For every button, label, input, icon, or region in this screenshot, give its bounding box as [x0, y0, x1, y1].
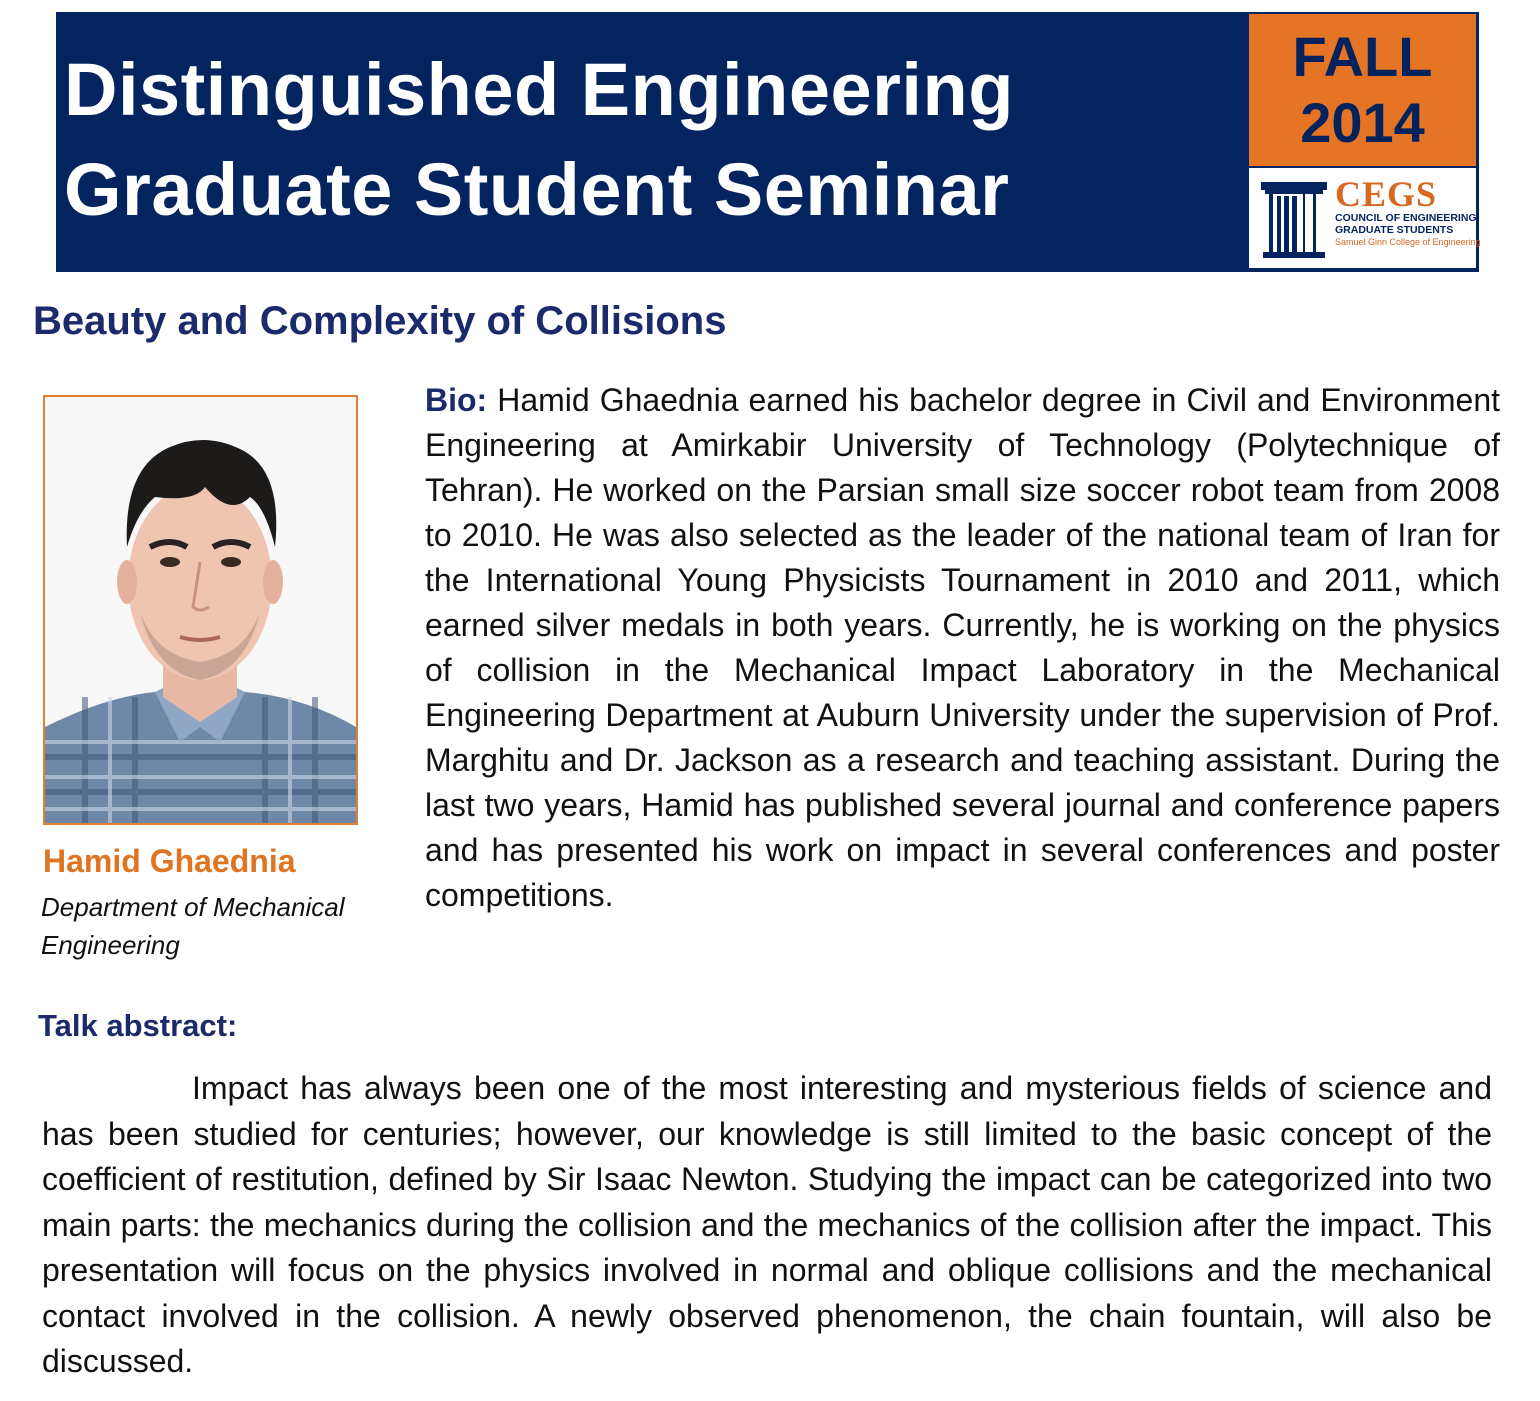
speaker-department: Department of Mechanical Engineering [41, 892, 345, 960]
logo-line-1: COUNCIL OF ENGINEERING [1335, 212, 1477, 224]
speaker-name: Hamid Ghaednia [43, 843, 296, 879]
abstract-text: Impact has always been one of the most interesting and mysterious fields of science and has been studied for centuries; however, our knowledge is still limited to the basic concept of the coefficient of restitution, defined by Sir Isaac Newton. Studying the impact can be categorized into two main parts: the mechanics during the collision and the mechanics of the collision after the impact. This presentation will focus on the physics involved in normal and oblique collisions and the mechanical contact involved in the collision. A newly observed phenomenon, the chain fountain, will also be discussed. [42, 1070, 1492, 1379]
cegs-logo [1249, 168, 1481, 268]
title-line-2: Graduate Student Seminar [64, 148, 1010, 231]
seminar-series-title [64, 40, 1204, 240]
abstract-heading: Talk abstract: [38, 1008, 238, 1043]
title-line-1: Distinguished Engineering [64, 48, 1014, 131]
bio-label: Bio: [425, 382, 488, 418]
logo-college: Samuel Ginn College of Engineering [1335, 237, 1481, 247]
logo-line-2: GRADUATE STUDENTS [1335, 224, 1454, 236]
year-label: 2014 [1300, 91, 1425, 154]
bio-text: Hamid Ghaednia earned his bachelor degree in Civil and Environment Engineering at Amirkabir University of Technology (Polytechnique of Tehran). He worked on the Parsian small size soccer robot team from 2008 to 2010. He was also selected as the leader of the national team of Iran for the International Young Physicists Tournament in 2010 and 2011, which earned silver medals in both years. Currently, he is working on the physics of collision in the Mechanical Impact Laboratory in the Mechanical Engineering Department at Auburn University under the supervision of Prof. Marghitu and Dr. Jackson as a research and teaching assistant. During the last two years, Hamid has published several journal and conference papers and has presented his work on impact in several conferences and poster competitions. [425, 382, 1501, 913]
speaker-bio [425, 378, 1500, 918]
pillar-icon [1259, 178, 1329, 260]
portrait-image [45, 397, 356, 823]
season-label: FALL [1292, 25, 1433, 88]
logo-text [1335, 174, 1481, 248]
season-badge [1249, 14, 1476, 166]
logo-acronym: CEGS [1335, 174, 1438, 214]
speaker-photo [43, 395, 358, 825]
talk-title: Beauty and Complexity of Collisions [33, 299, 727, 343]
